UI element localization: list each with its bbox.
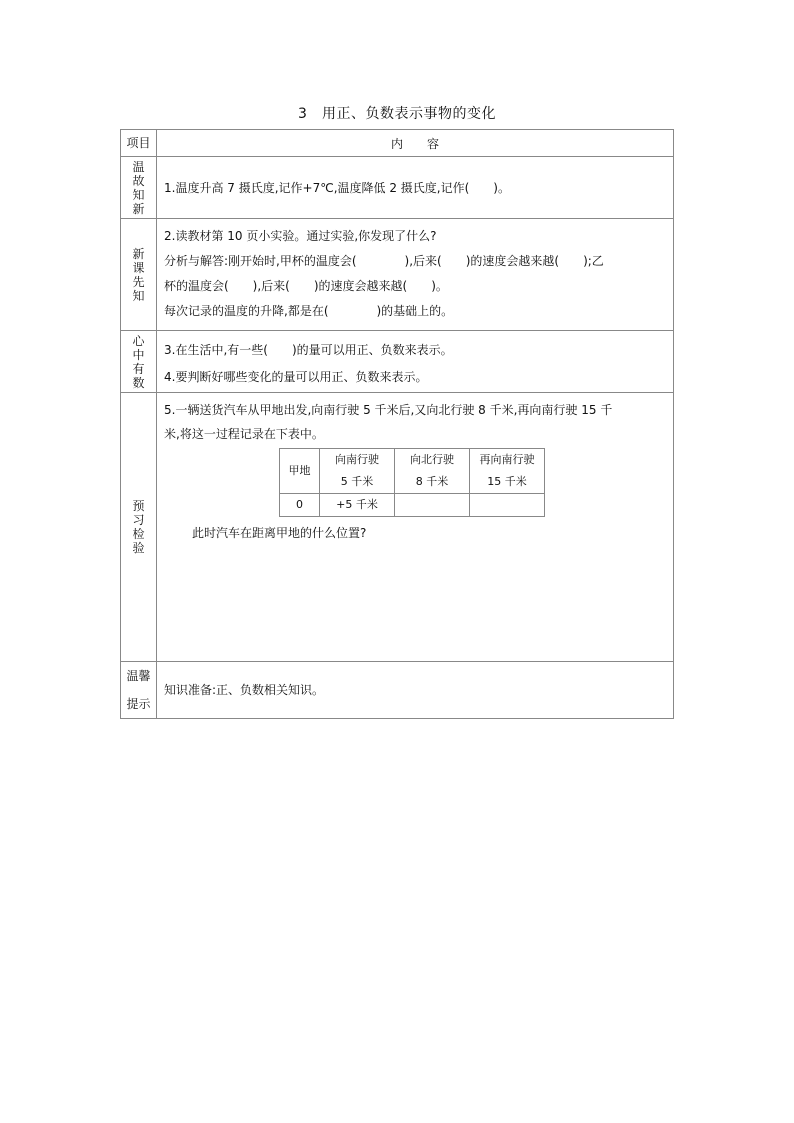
section-label: 心 中 有 数: [121, 331, 157, 393]
trip-header-row: [280, 449, 545, 494]
analysis-line-2: 杯的温度会( ),后来( )的速度会越来越( )。: [164, 279, 448, 293]
question-5-line-2: 米,将这一过程记录在下表中。: [164, 427, 324, 441]
section-content: [157, 157, 674, 219]
question-4: 4.要判断好哪些变化的量可以用正、负数来表示。: [164, 370, 428, 384]
header-content: 内 容: [157, 130, 674, 157]
trip-header-north: 向北行驶 8 千米: [395, 449, 470, 494]
section-content: [157, 219, 674, 331]
section-tips: [121, 662, 674, 719]
tip-text: 知识准备:正、负数相关知识。: [164, 683, 325, 697]
trip-header-south-1: 向南行驶 5 千米: [320, 449, 395, 494]
section-review: [121, 157, 674, 219]
section-check: [121, 393, 674, 662]
section-content: [157, 662, 674, 719]
trip-header-south-2: 再向南行驶 15 千米: [470, 449, 545, 494]
header-row: [121, 130, 674, 157]
trip-value-south-2: [470, 494, 545, 517]
header-item: 项目: [121, 130, 157, 157]
question-5-prompt: 此时汽车在距离甲地的什么位置?: [192, 526, 367, 540]
worksheet-table: [120, 129, 674, 719]
trip-value-south-1: +5 千米: [320, 494, 395, 517]
analysis-line-1: 分析与解答:刚开始时,甲杯的温度会( ),后来( )的速度会越来越( );乙: [164, 254, 604, 268]
question-2: 2.读教材第 10 页小实验。通过实验,你发现了什么?: [164, 229, 437, 243]
page-title: 3 用正、负数表示事物的变化: [298, 106, 496, 122]
section-content: [157, 393, 674, 662]
section-label: 温 故 知 新: [121, 157, 157, 219]
trip-value-row: [280, 494, 545, 517]
analysis-line-3: 每次记录的温度的升降,都是在( )的基础上的。: [164, 304, 454, 318]
question-5-line-1: 5.一辆送货汽车从甲地出发,向南行驶 5 千米后,又向北行驶 8 千米,再向南行驶 15 千: [164, 403, 613, 417]
section-content: [157, 331, 674, 393]
section-preview: [121, 219, 674, 331]
trip-value-north: [395, 494, 470, 517]
question-1: 1.温度升高 7 摄氏度,记作+7℃,温度降低 2 摄氏度,记作( )。: [164, 180, 510, 195]
section-label: 温馨 提示: [121, 662, 157, 719]
section-mindful: [121, 331, 674, 393]
question-3: 3.在生活中,有一些( )的量可以用正、负数来表示。: [164, 343, 453, 357]
trip-value-start: 0: [280, 494, 320, 517]
trip-header-start: 甲地: [280, 449, 320, 494]
section-label: 新 课 先 知: [121, 219, 157, 331]
section-label: 预 习 检 验: [121, 393, 157, 662]
trip-record-table: [279, 448, 545, 517]
